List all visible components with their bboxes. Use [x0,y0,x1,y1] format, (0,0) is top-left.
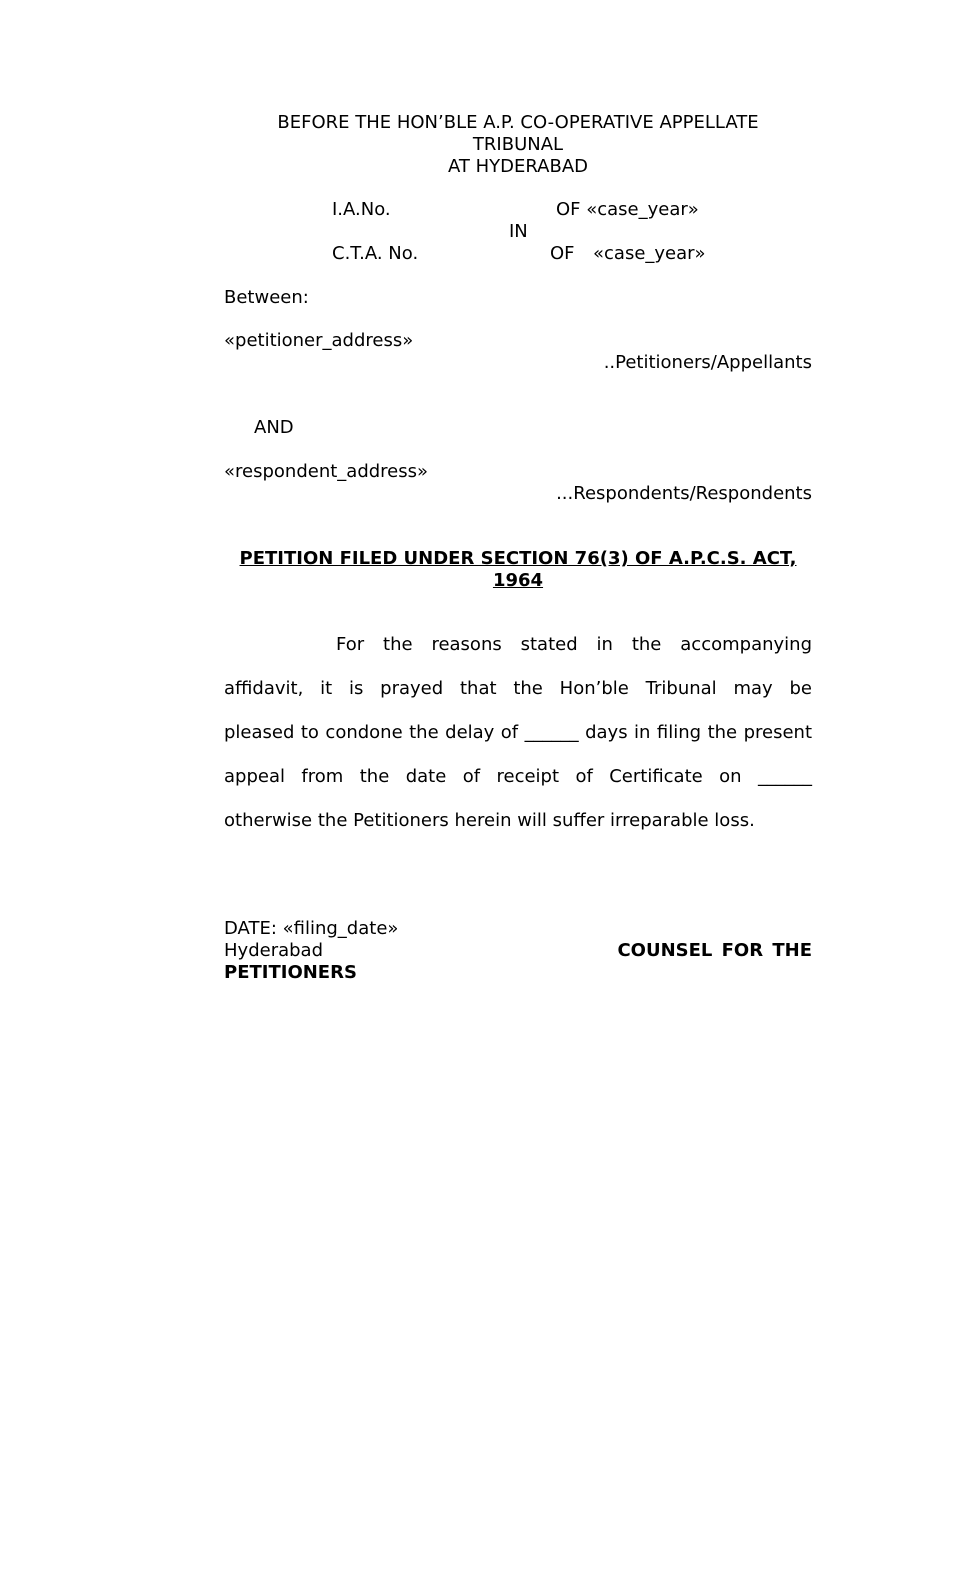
petitioner-role: ..Petitioners/Appellants [603,352,812,373]
ia-of-year: OF «case_year» [556,199,699,220]
between-label: Between: [224,287,309,308]
respondent-role: ...Respondents/Respondents [556,483,812,504]
petitioner-address: «petitioner_address» [224,330,414,351]
cta-number-label: C.T.A. No. [332,243,419,264]
petition-title-line2: 1964 [492,570,544,591]
petition-title [224,548,812,592]
ia-number-label: I.A.No. [332,199,391,220]
body-line-2: affidavit, it is prayed that the Hon’ble Tribunal may be [224,678,812,699]
cta-case-year: «case_year» [593,243,706,264]
body-line-5: otherwise the Petitioners herein will suffer irreparable loss. [224,810,755,831]
cta-of-label: OF [550,243,575,264]
respondent-address: «respondent_address» [224,461,429,482]
court-heading-line1: BEFORE THE HON’BLE A.P. CO-OPERATIVE APPELLATE [277,112,759,133]
filing-date: DATE: «filing_date» [224,918,399,939]
court-heading-line2: TRIBUNAL [472,134,564,155]
body-line-4: appeal from the date of receipt of Certificate on ______ [224,766,812,787]
counsel-line1: COUNSEL FOR THE [617,940,812,961]
body-line-1: For the reasons stated in the accompanying [336,634,812,655]
court-heading-line3: AT HYDERABAD [447,156,588,177]
in-label: IN [509,221,528,242]
body-line-3: pleased to condone the delay of ______ days in filing the present [224,722,812,743]
court-heading [224,112,812,178]
petition-title-line1: PETITION FILED UNDER SECTION 76(3) OF A.P.C.S. ACT, [239,548,797,569]
filing-place: Hyderabad [224,940,323,961]
and-label: AND [254,417,294,438]
counsel-line2: PETITIONERS [224,962,357,983]
